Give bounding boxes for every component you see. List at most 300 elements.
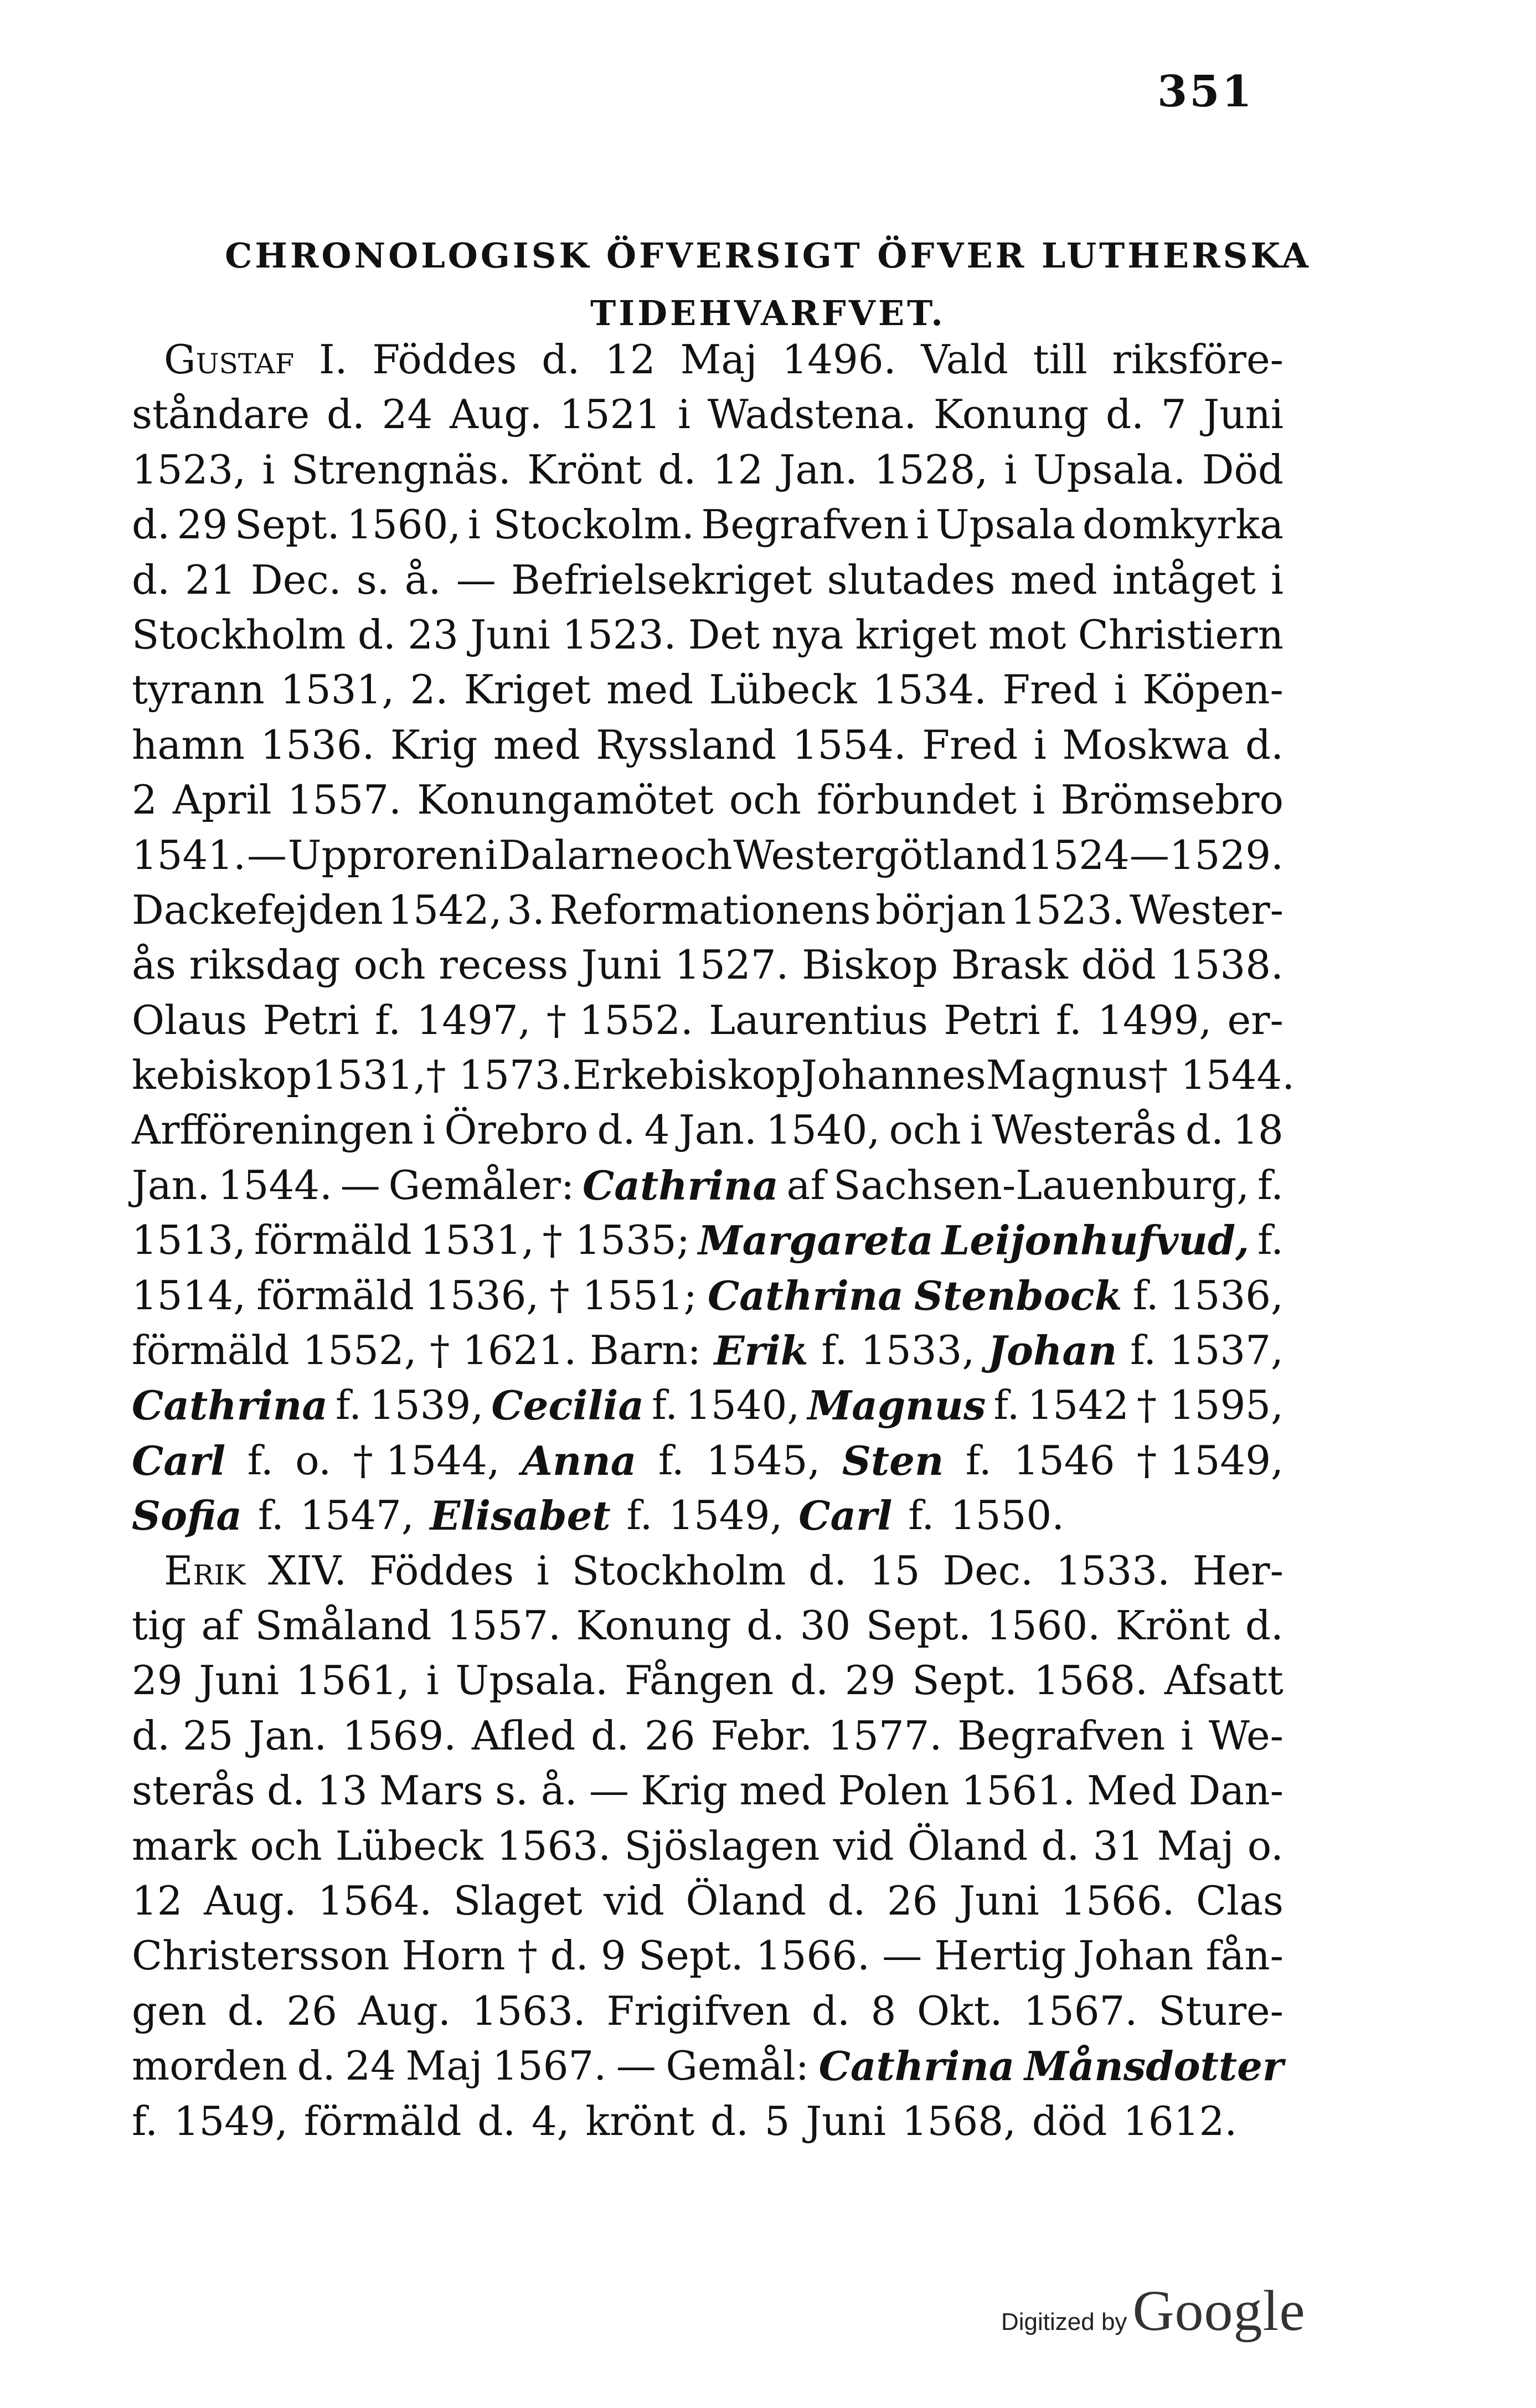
word: — [340,1161,380,1208]
word: Aug. [450,391,543,438]
word: Månsdotter [1024,2042,1284,2090]
text-line [132,2094,1284,2149]
word: d. [811,1987,850,2034]
word: 1545, [706,1437,821,1484]
word: Sept. [865,1602,971,1649]
word: Polen [838,1767,950,1814]
word: 1541. [132,831,246,878]
word: Öland [685,1877,806,1924]
word: i [1033,721,1047,768]
page-title [0,227,1536,342]
text-line [132,1488,1284,1543]
text-line [132,2039,1284,2093]
word: Det [688,611,760,658]
word: domkyrka [1083,501,1284,548]
word: f. [1257,1217,1284,1264]
word: † 1551; [549,1272,697,1319]
word: Sept. [912,1657,1018,1704]
word: kebiskop [132,1052,312,1099]
word: Sofia [132,1492,243,1540]
word: 26 [286,1987,337,2034]
word: d. [658,446,697,493]
word: Slaget [453,1877,583,1924]
word: 18 [1233,1107,1284,1154]
word: Brask [951,941,1068,989]
word: Westergötland [733,831,1027,878]
word: 1534. [872,666,987,713]
word: 7 [1161,391,1187,438]
word: förmäld [254,1217,412,1264]
word: I. [319,336,348,383]
word: 1547, [300,1492,414,1539]
word: d. [1245,1602,1284,1649]
word: 1554. [792,721,906,768]
word: — [882,1932,922,1979]
word: 23 [408,611,458,658]
word: och [729,776,801,824]
word: 1531, [280,666,395,713]
word: d. [1245,721,1284,768]
word: Vald [921,336,1008,383]
word: förmäld [303,2097,462,2144]
word: Fred [922,721,1018,768]
word: Afled [471,1712,576,1759]
word: 1537, [1169,1327,1284,1374]
word: f. [965,1437,992,1484]
word: f. [652,1382,678,1429]
word: Moskwa [1062,721,1230,768]
word: † 1552. [546,996,693,1043]
text-line [132,1213,1284,1268]
word: i [262,446,275,493]
word: hamn [132,721,245,768]
word: Christiern [1078,611,1284,658]
word: Dec. [942,1547,1033,1594]
word: 1568, [901,2097,1016,2144]
word: 1557. [287,776,401,824]
word: i [916,501,929,548]
word: 1523. [1011,886,1125,933]
word: Konungamötet [417,776,714,824]
word: riksdag [189,941,341,989]
text-line [132,1543,1284,1598]
word: 1533, [860,1327,975,1374]
word: fån- [1205,1932,1284,1979]
word: 1563. [496,1822,611,1869]
word: 1514, [132,1272,246,1319]
word: slutades [827,556,996,603]
word: af [786,1161,826,1208]
word: och [353,941,426,989]
word: 4, [532,2097,570,2144]
word: 26 [644,1712,695,1759]
word: Upproren [287,831,484,878]
word: Juni [806,2097,886,2144]
word: Biskop [802,941,939,989]
word: 1513, [132,1217,246,1264]
text-line [132,1598,1284,1653]
word: 1612. [1123,2097,1238,2144]
word: af [201,1602,240,1649]
word: 26 [886,1877,938,1924]
word: o. [295,1437,332,1484]
text-line [132,883,1284,938]
word: Dackefejden [132,886,383,933]
word: å. [404,556,441,603]
word: 1569. [342,1712,457,1759]
word: f. [1257,1161,1284,1208]
word: Kriget [463,666,591,713]
word: Krönt [1115,1602,1230,1649]
digitized-label: Digitized by [1001,2308,1127,2335]
word: 1524—1529. [1028,831,1284,878]
word: Anna [522,1437,637,1484]
word: med [739,1767,827,1814]
word: Carl [132,1437,226,1484]
word: Aug. [204,1877,297,1924]
word: Jan. [132,1161,210,1208]
text-line [132,553,1284,608]
page-number: 351 [1157,66,1254,117]
word: Upsala. [455,1657,609,1704]
word: f. [1055,996,1082,1043]
word: Fången [624,1657,774,1704]
word: d. [132,501,170,548]
word: Gemål: [666,2042,809,2090]
word: Olaus [132,996,248,1043]
word: nya [771,611,844,658]
word: 1544. [218,1161,332,1208]
word: krönt [585,2097,695,2144]
word: 1566. [1060,1877,1175,1924]
word: Aug. [358,1987,451,2034]
word: Frigifven [606,1987,791,2034]
text-line [132,718,1284,773]
word: Köpen- [1142,666,1284,713]
word: i [1114,666,1127,713]
word: Lübeck [335,1822,483,1869]
word: 29 [132,1657,183,1704]
text-line [132,387,1284,442]
text-line [132,1874,1284,1928]
word: f. [375,996,401,1043]
text-line [132,773,1284,827]
word: 12 [605,336,656,383]
word: f. [247,1437,274,1484]
word: till [1033,336,1087,383]
word: 31 [1092,1822,1144,1869]
word: Cathrina [132,1382,328,1429]
word: d. 25 [132,1712,234,1759]
word: i [484,831,498,878]
word: d. [1185,1107,1224,1154]
word: Upsala [935,501,1076,548]
word: 29 [844,1657,896,1704]
word: s. å. [495,1767,578,1814]
word: Johan [987,1327,1117,1375]
word: f. [335,1382,362,1429]
word: ås [132,941,176,989]
word: Krig [390,721,478,768]
word: er- [1227,996,1284,1043]
text-line [132,828,1284,883]
word: d. [746,1602,785,1649]
word: f. [257,1492,284,1539]
word: 1567. [492,2042,607,2090]
text-line [132,332,1284,387]
word: Horn [401,1932,506,1979]
google-logo: Google [1132,2279,1306,2343]
word: Sept. [638,1932,744,1979]
word: och [889,1107,961,1154]
word: Febr. [710,1712,813,1759]
word: 1563. [471,1987,586,2034]
word: med [1010,556,1097,603]
word: Juni [199,1657,280,1704]
word: 1561. [961,1767,1075,1814]
word: sterås [132,1767,255,1814]
text-line [132,1653,1284,1708]
word: och [250,1822,322,1869]
word: Juni [470,611,550,658]
word: f. [626,1492,653,1539]
text-line [132,1048,1295,1103]
word: 1499, [1097,996,1212,1043]
word: Christersson [132,1932,390,1979]
word: i Stockolm. [467,501,694,548]
word: 15 [869,1547,920,1594]
word: Petri [262,996,359,1043]
word: f. [1130,1327,1157,1374]
word: ståndare [132,391,310,438]
word: Maj [405,2042,483,2090]
word: 1552, [302,1327,417,1374]
word: Petri [944,996,1040,1043]
word: recess [439,941,569,989]
word: Carl [798,1492,893,1540]
word: † 1535; [542,1217,690,1264]
text-line [132,1158,1284,1213]
word: Wester- [1130,886,1284,933]
word: Sachsen-Lauenburg, [833,1161,1250,1208]
word: Erik [714,1327,808,1375]
word: i [426,1657,439,1704]
word: 9 [600,1932,626,1979]
word: Jan. [779,446,858,493]
word: Föddes [369,1547,514,1594]
text-line [132,1984,1284,2039]
text-line [132,993,1284,1048]
word: 1540, [685,1382,800,1429]
title-line-1: CHRONOLOGISK ÖFVERSIGT ÖFVER LUTHERSKA [225,235,1311,276]
word: Cathrina [583,1161,779,1209]
word: f. [132,2097,158,2144]
word: 1528, [874,446,988,493]
word: 1564. [318,1877,432,1924]
word: Cecilia [491,1382,644,1429]
word: Okt. [917,1987,1003,2034]
word: 1542 [1027,1382,1129,1429]
word: 24 [345,2042,396,2090]
word: Maj [1157,1822,1234,1869]
text-line [132,938,1284,992]
text-line [132,608,1284,662]
title-line-2: TIDEHVARFVET. [590,293,946,333]
word: Her- [1192,1547,1284,1594]
word: med [606,666,694,713]
word: Gustaf [164,336,295,383]
word: 24 [382,391,433,438]
word: Erik [164,1547,246,1594]
word: Dec. [250,556,342,603]
word: morden [132,2042,288,2090]
word: 21 [185,556,236,603]
word: † 1544, [353,1437,500,1484]
word: o. [1247,1822,1284,1869]
word: Barn: [590,1327,701,1374]
word: — [456,556,496,603]
word: vid [833,1822,894,1869]
word: Föddes [372,336,517,383]
word: i [678,391,691,438]
word: Clas [1195,1877,1284,1924]
word: Småland [255,1602,432,1649]
word: Laurentius [709,996,928,1043]
word: d. [542,336,580,383]
word: d. [808,1547,847,1594]
text-line [132,1323,1284,1378]
word: 1557. [446,1602,561,1649]
word: mark [132,1822,237,1869]
word: 1533. [1055,1547,1170,1594]
word: Krig [641,1767,728,1814]
word: Gemåler: [388,1161,575,1208]
word: 1536, [425,1272,539,1319]
word: Död [1202,446,1284,493]
word: 1549, [173,2097,288,2144]
word: d. [591,1712,630,1759]
word: Upsala. [1033,446,1186,493]
word: förmäld [132,1327,290,1374]
word: tig [132,1602,187,1649]
word: 1542, [388,886,502,933]
word: f. [993,1382,1020,1429]
word: Lübeck [709,666,857,713]
text-line [132,443,1284,497]
word: 1568. [1033,1657,1148,1704]
word: — [589,1767,629,1814]
text-line [132,1819,1284,1874]
word: i [536,1547,549,1594]
word: 1496. [782,336,896,383]
word: Brömsebro [1060,776,1284,824]
word: Stenbock [914,1272,1122,1319]
word: Juni [1203,391,1284,438]
word: Johan [1078,1932,1194,1979]
word: Hertig [934,1932,1066,1979]
word: Befrielsekriget [511,556,812,603]
word: vid [604,1877,664,1924]
word: d. [326,391,365,438]
word: Erkebiskop [573,1052,801,1099]
word: f. [658,1437,684,1484]
word: Westerås [992,1107,1177,1154]
word: 1521 [559,391,661,438]
word: Dan- [1188,1767,1284,1814]
word: Öland [907,1822,1028,1869]
word: i [1032,776,1045,824]
word: f. [821,1327,848,1374]
word: Stockholm [571,1547,786,1594]
word: † 1595, [1136,1382,1284,1429]
word: intåget [1112,556,1256,603]
word: Juni [581,941,662,989]
word: Jan. [678,1107,757,1154]
word: Begrafven [957,1712,1166,1759]
word: d. [297,2042,336,2090]
word: Sjöslagen [624,1822,820,1869]
word: Reformationens [549,886,871,933]
text-line [132,1763,1284,1818]
word: 4 [644,1107,670,1154]
word: f. [1132,1272,1159,1319]
word: 30 [800,1602,851,1649]
word: Cathrina [818,2042,1015,2090]
word: i [1270,556,1284,603]
word: död [1081,941,1157,989]
word: Arfföreningen [132,1107,414,1154]
word: 1536, [1169,1272,1284,1319]
word: död [1032,2097,1107,2144]
word: med [493,721,580,768]
word: 1560. [986,1602,1101,1649]
word: Sture- [1158,1987,1284,2034]
word: Med [1087,1767,1177,1814]
word: 1538. [1169,941,1284,989]
word: 12 [132,1877,183,1924]
word: 1560, [347,501,461,548]
text-line [132,1928,1284,1983]
word: d. [132,556,170,603]
word: 8 [870,1987,896,2034]
word: Wadstena. [707,391,917,438]
word: d. [790,1657,829,1704]
word: Jan. [249,1712,327,1759]
word: mot [988,611,1066,658]
word: Cathrina [708,1272,904,1319]
word: Fred [1002,666,1099,713]
word: Maj [680,336,757,383]
word: Krönt [527,446,642,493]
word: i [422,1107,436,1154]
word: 1561, [295,1657,410,1704]
word: Juni [959,1877,1039,1924]
word: i [970,1107,983,1154]
word: April [173,776,272,824]
word: 1523. [562,611,677,658]
word: d. [597,1107,636,1154]
word: 1549, [668,1492,783,1539]
word: — [246,831,287,878]
word: 1577. [828,1712,942,1759]
word: 1536. [260,721,375,768]
word: 2 [132,776,157,824]
word: Begrafven [701,501,909,548]
text-line [132,662,1284,717]
word: början [875,886,1006,933]
word: d. [827,1877,866,1924]
word: 1546 [1013,1437,1115,1484]
